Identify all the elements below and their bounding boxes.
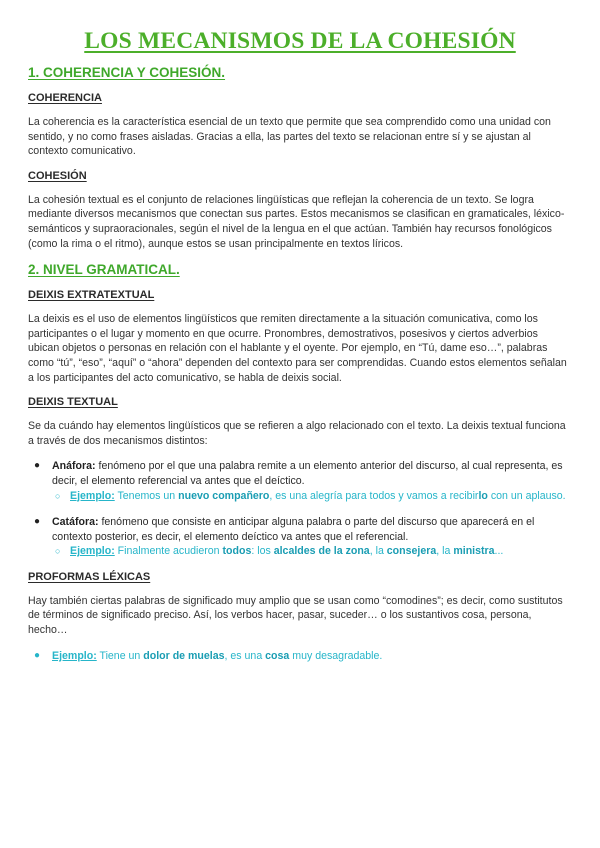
example-highlight: nuevo compañero (178, 489, 270, 502)
example-highlight: alcaldes de la zona (273, 545, 370, 558)
subheading-proformas-lexicas: PROFORMAS LÉXICAS (28, 570, 151, 583)
example-text: Finalmente acudieron (114, 545, 223, 558)
paragraph-cohesion: La cohesión textual es el conjunto de relaciones lingüísticas que reflejan la coherencia de un texto. Se logra mediante diversos mecanismos que conectan sus partes. Estos mecanismos se clasifican en gramaticales, léxico-semánticos y supraoracionales, según el nivel de la lengua en el que actúan. También hay recursos fonológicos (como la rima o el ritmo), aunque estos se usan principalmente en textos líricos. (28, 193, 565, 250)
paragraph-coherencia: La coherencia es la característica esencial de un texto que permite que sea comprendido como una unidad con sentido, y no como frases aisladas. Gracias a ella, las partes del texto se relacionan entre sí y se ajustan al contexto comunicativo. (28, 116, 551, 158)
example-catafora (28, 544, 572, 559)
example-highlight: consejera (386, 545, 437, 558)
subheading-coherencia: COHERENCIA (28, 92, 102, 104)
bullet-circle-icon: ○ (55, 546, 61, 557)
example-label: Ejemplo: (70, 489, 115, 502)
term-anafora: Anáfora: (52, 460, 96, 473)
definition-anafora: fenómeno por el que una palabra remite a un elemento anterior del discurso, al cual representa, es decir, el elemento referencial va antes que el deíctico. (52, 460, 563, 487)
example-text: , es una (224, 649, 266, 662)
definition-catafora: fenómeno que consiste en anticipar alguna palabra o parte del discurso que aparecerá en el contexto posterior, es decir, el elemento deíctico va antes que el referencial. (52, 516, 535, 543)
example-text: : los (251, 545, 274, 558)
example-text: , la (369, 545, 387, 558)
example-highlight: todos (222, 545, 252, 558)
bullet-circle-icon: ○ (55, 490, 61, 501)
example-text: , la (436, 545, 454, 558)
paragraph-proformas-lexicas: Hay también ciertas palabras de significado muy amplio que se usan como “comodines”; es decir, como sustitutos de términos de significado preciso. Así, los verbos hacer, pasar, suceder… o los sustantivos cosa, persona, hecho… (28, 594, 563, 637)
list-item-catafora (28, 515, 572, 544)
section-heading-coherencia-cohesion: 1. COHERENCIA Y COHESIÓN. (28, 65, 226, 80)
paragraph-deixis-extratextual: La deixis es el uso de elementos lingüísticos que remiten directamente a la situación comunicativa, como los participantes o el lugar y momento en que ocurre. Pronombres, demostrativos, posesivos y ciertos adverbios ubican objetos o personas en relación con el hablante y el oyente. Por ejemplo, en “Tú, dame eso…”, palabras como “tú”, “eso”, “aquí” o “ahora” dependen del contexto para ser comprendidas. Cuando estos elementos señalan a los participantes del acto comunicativo, se habla de deixis social. (28, 313, 567, 384)
example-text: , es una alegría para todos y vamos a recibir (269, 489, 479, 502)
bullet-dot-icon: ● (34, 460, 41, 472)
example-label: Ejemplo: (52, 649, 97, 662)
list-spacer (28, 503, 572, 515)
page-title: LOS MECANISMOS DE LA COHESIÓN (84, 28, 516, 54)
spacer (28, 559, 572, 571)
example-text: muy desagradable. (289, 649, 383, 662)
bullet-dot-icon: ● (34, 516, 41, 528)
deixis-mechanisms-list (28, 459, 572, 559)
subheading-deixis-extratextual: DEIXIS EXTRATEXTUAL (28, 289, 155, 302)
example-text: ... (494, 545, 504, 558)
example-text: Tenemos un (114, 489, 179, 502)
example-highlight: dolor de muelas (143, 649, 225, 662)
subheading-cohesion: COHESIÓN (28, 169, 87, 182)
paragraph-deixis-textual: Se da cuándo hay elementos lingüísticos que se refieren a algo relacionado con el texto. La deixis textual funciona a través de dos mecanismos distintos: (28, 420, 566, 447)
document-page (28, 28, 572, 663)
section-heading-nivel-gramatical: 2. NIVEL GRAMATICAL. (28, 262, 180, 278)
example-text: con un aplauso. (487, 489, 566, 502)
term-catafora: Catáfora: (52, 516, 99, 529)
example-highlight: cosa (265, 649, 290, 662)
example-text: Tiene un (96, 649, 144, 662)
subheading-deixis-textual: DEIXIS TEXTUAL (28, 396, 118, 409)
example-highlight: lo (478, 489, 488, 502)
example-proformas (28, 649, 572, 664)
example-label: Ejemplo: (70, 545, 115, 558)
bullet-dot-icon: ● (34, 649, 41, 661)
list-item-anafora (28, 459, 572, 488)
example-highlight: ministra (453, 545, 495, 558)
example-anafora (28, 489, 572, 504)
